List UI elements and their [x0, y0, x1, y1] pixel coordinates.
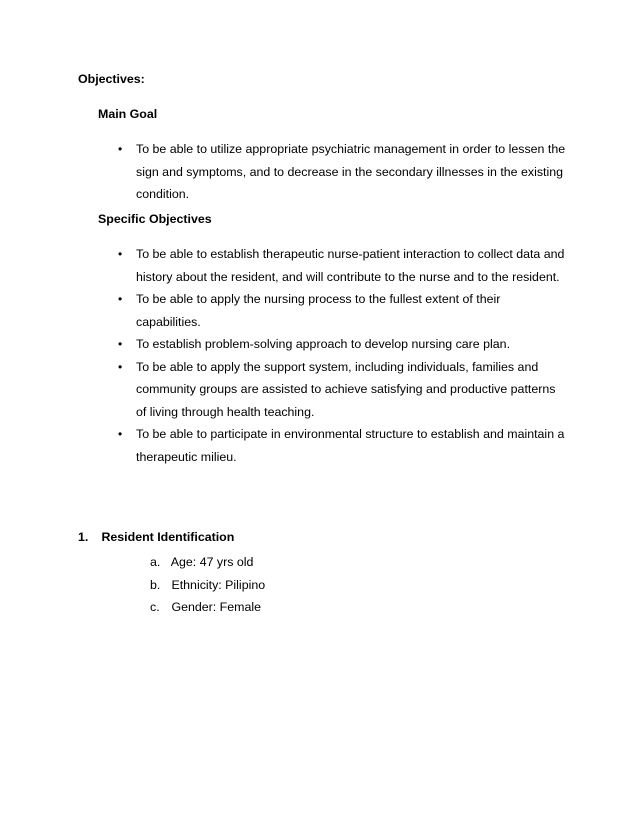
bullet-icon: •	[118, 337, 123, 351]
section-title: Resident Identification	[101, 530, 235, 544]
objectives-heading: Objectives:	[78, 72, 145, 86]
item-letter: c.	[150, 600, 160, 614]
specific-objectives-list	[118, 243, 568, 468]
list-item	[150, 596, 265, 619]
item-text: Age: 47 yrs old	[170, 555, 254, 569]
list-item	[118, 333, 568, 356]
list-item	[118, 423, 568, 468]
bullet-text: To establish problem-solving approach to develop nursing care plan.	[136, 337, 511, 351]
main-goal-list	[118, 138, 568, 206]
bullet-text: To be able to establish therapeutic nurse-patient interaction to collect data and history about the resident, and will contribute to the nurse and to the resident.	[136, 247, 565, 284]
section-number: 1.	[78, 530, 89, 544]
resident-identification-heading	[78, 530, 234, 544]
bullet-icon: •	[118, 247, 123, 261]
bullet-text: To be able to participate in environmental structure to establish and maintain a therapeutic milieu.	[136, 427, 565, 464]
item-text: Ethnicity: Pilipino	[171, 577, 266, 592]
item-text: Gender: Female	[171, 600, 261, 614]
bullet-icon: •	[118, 427, 123, 441]
bullet-text: To be able to apply the nursing process to the fullest extent of their capabilities.	[136, 292, 501, 329]
bullet-icon: •	[118, 359, 123, 374]
resident-identification-list	[150, 551, 265, 619]
bullet-text: To be able to utilize appropriate psychiatric management in order to lessen the sign and symptoms, and to decrease in the secondary illnesses in the existing condition.	[136, 142, 566, 201]
list-item	[118, 138, 568, 206]
list-item	[118, 356, 568, 424]
list-item	[118, 288, 568, 333]
item-letter: b.	[150, 577, 161, 592]
specific-objectives-heading: Specific Objectives	[98, 212, 212, 226]
item-letter: a.	[150, 555, 161, 569]
bullet-text: To be able to apply the support system, including individuals, families and community groups are assisted to achieve satisfying and productive patterns of living through health teaching.	[136, 359, 556, 419]
list-item	[150, 574, 265, 597]
bullet-icon: •	[118, 142, 123, 156]
main-goal-heading: Main Goal	[98, 107, 158, 121]
list-item	[118, 243, 568, 288]
list-item	[150, 551, 265, 574]
bullet-icon: •	[118, 292, 123, 306]
